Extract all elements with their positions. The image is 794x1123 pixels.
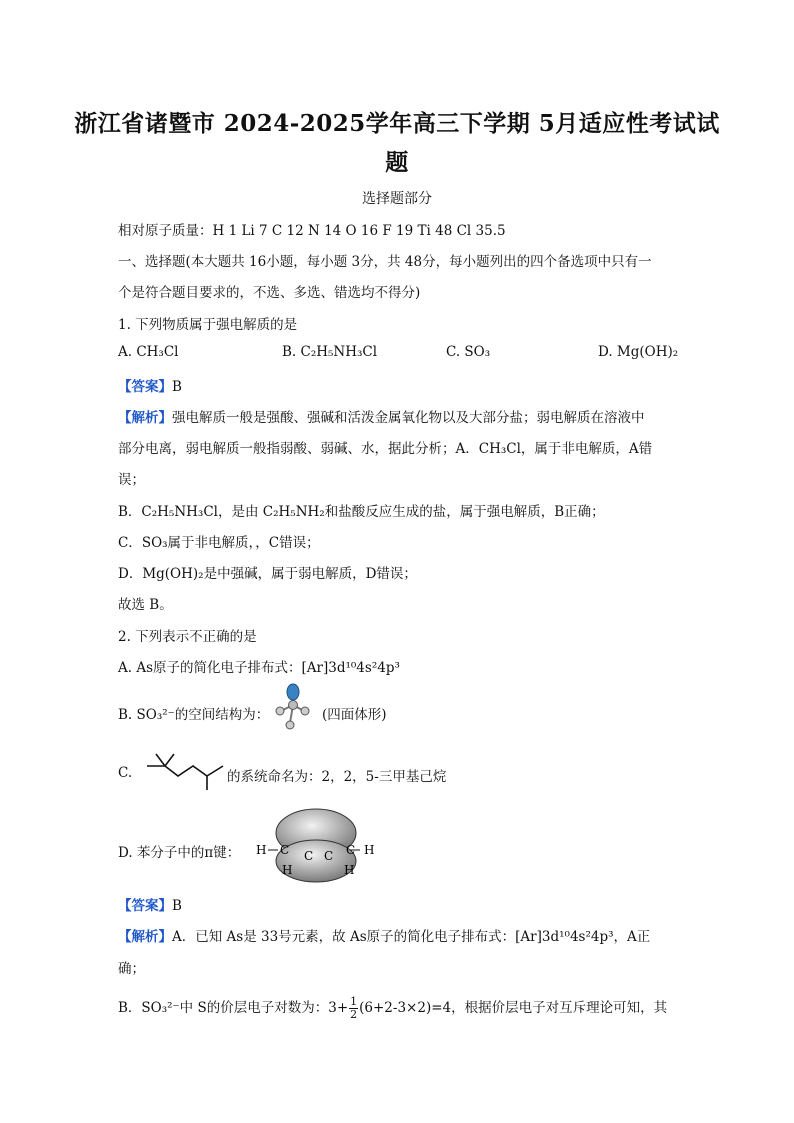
analysis-tag: 【解析】 bbox=[118, 929, 172, 945]
q1-option-c: C. SO₃ bbox=[446, 344, 491, 360]
atomic-mass-line: 相对原子质量：H 1 Li 7 C 12 N 14 O 16 F 19 Ti 48 Cl 35.5 bbox=[118, 223, 506, 239]
q1-analysis-6: D．Mg(OH)₂是中强碱，属于弱电解质，D错误； bbox=[118, 566, 417, 582]
analysis-text: A．已知 As是 33号元素，故 As原子的简化电子排布式：[Ar]3d¹⁰4s²4p³，A正 bbox=[172, 929, 651, 945]
q2-option-c-post: 的系统命名为：2，2，5-三甲基己烷 bbox=[227, 769, 447, 785]
q2-option-c-pre: C. bbox=[118, 765, 133, 781]
q1-analysis-7: 故选 B。 bbox=[118, 597, 173, 613]
q2-option-d-pre: D. 苯分子中的π键： bbox=[118, 845, 241, 861]
q1-option-b: B. C₂H₅NH₃Cl bbox=[282, 344, 378, 360]
answer-value: B bbox=[172, 379, 182, 395]
doc-title-line2: 题 bbox=[385, 149, 409, 176]
benzene-label-h: H bbox=[364, 843, 375, 857]
fraction-denominator: 2 bbox=[350, 1008, 358, 1021]
benzene-label-h: H bbox=[344, 863, 355, 877]
skeletal-formula-figure bbox=[145, 752, 227, 792]
answer-value: B bbox=[172, 898, 182, 914]
fraction bbox=[349, 996, 358, 1021]
benzene-label-h: H bbox=[256, 843, 267, 857]
analysis-text: (6+2-3×2)=4，根据价层电子对互斥理论可知，其 bbox=[359, 1000, 668, 1016]
q2-answer bbox=[118, 894, 182, 914]
q1-analysis-3: 误； bbox=[118, 472, 145, 488]
q2-analysis-1 bbox=[118, 925, 650, 945]
benzene-label-c: C bbox=[346, 843, 356, 857]
q1-analysis-2: 部分电离，弱电解质一般指弱酸、弱碱、水，据此分析；A．CH₃Cl，属于非电解质，A错 bbox=[118, 441, 653, 457]
benzene-label-c: C bbox=[280, 843, 290, 857]
part-intro-2: 个是符合题目要求的，不选、多选、错选均不得分) bbox=[118, 285, 421, 301]
part-intro-1: 一、选择题(本大题共 16小题，每小题 3分，共 48分，每小题列出的四个备选项中只有一 bbox=[118, 254, 652, 270]
answer-tag: 【答案】 bbox=[118, 379, 172, 395]
q2-analysis-3 bbox=[118, 996, 667, 1021]
q1-analysis-5: C．SO₃属于非电解质，，C错误； bbox=[118, 535, 320, 551]
q1-answer bbox=[118, 375, 182, 395]
q1-stem: 1. 下列物质属于强电解质的是 bbox=[118, 317, 298, 333]
q1-analysis-4: B．C₂H₅NH₃Cl，是由 C₂H₅NH₂和盐酸反应生成的盐，属于强电解质，B正确； bbox=[118, 504, 605, 520]
q2-stem: 2. 下列表示不正确的是 bbox=[118, 629, 257, 645]
benzene-pi-bond-figure bbox=[254, 806, 384, 884]
q2-option-a: A. As原子的简化电子排布式：[Ar]3d¹⁰4s²4p³ bbox=[118, 660, 400, 676]
q2-analysis-2: 确； bbox=[118, 961, 145, 977]
answer-tag: 【答案】 bbox=[118, 898, 172, 914]
section-heading: 选择题部分 bbox=[362, 191, 432, 207]
q2-option-b-post: (四面体形) bbox=[322, 707, 387, 723]
q2-option-b-pre: B. SO₃²⁻的空间结构为： bbox=[118, 707, 270, 723]
benzene-label-h: H bbox=[282, 863, 293, 877]
benzene-label-c: C bbox=[324, 849, 334, 863]
q1-analysis-1 bbox=[118, 406, 645, 426]
doc-title-line1: 浙江省诸暨市 2024-2025学年高三下学期 5月适应性考试试 bbox=[74, 110, 720, 137]
benzene-label-c: C bbox=[304, 849, 314, 863]
q1-option-d: D. Mg(OH)₂ bbox=[598, 344, 679, 360]
analysis-tag: 【解析】 bbox=[118, 410, 172, 426]
fraction-numerator: 1 bbox=[350, 995, 358, 1008]
q1-option-a: A. CH₃Cl bbox=[118, 344, 179, 360]
analysis-text: B．SO₃²⁻中 S的价层电子对数为：3+ bbox=[118, 1000, 349, 1016]
so3-structure-figure bbox=[268, 683, 320, 735]
analysis-text: 强电解质一般是强酸、强碱和活泼金属氧化物以及大部分盐；弱电解质在溶液中 bbox=[172, 410, 645, 426]
